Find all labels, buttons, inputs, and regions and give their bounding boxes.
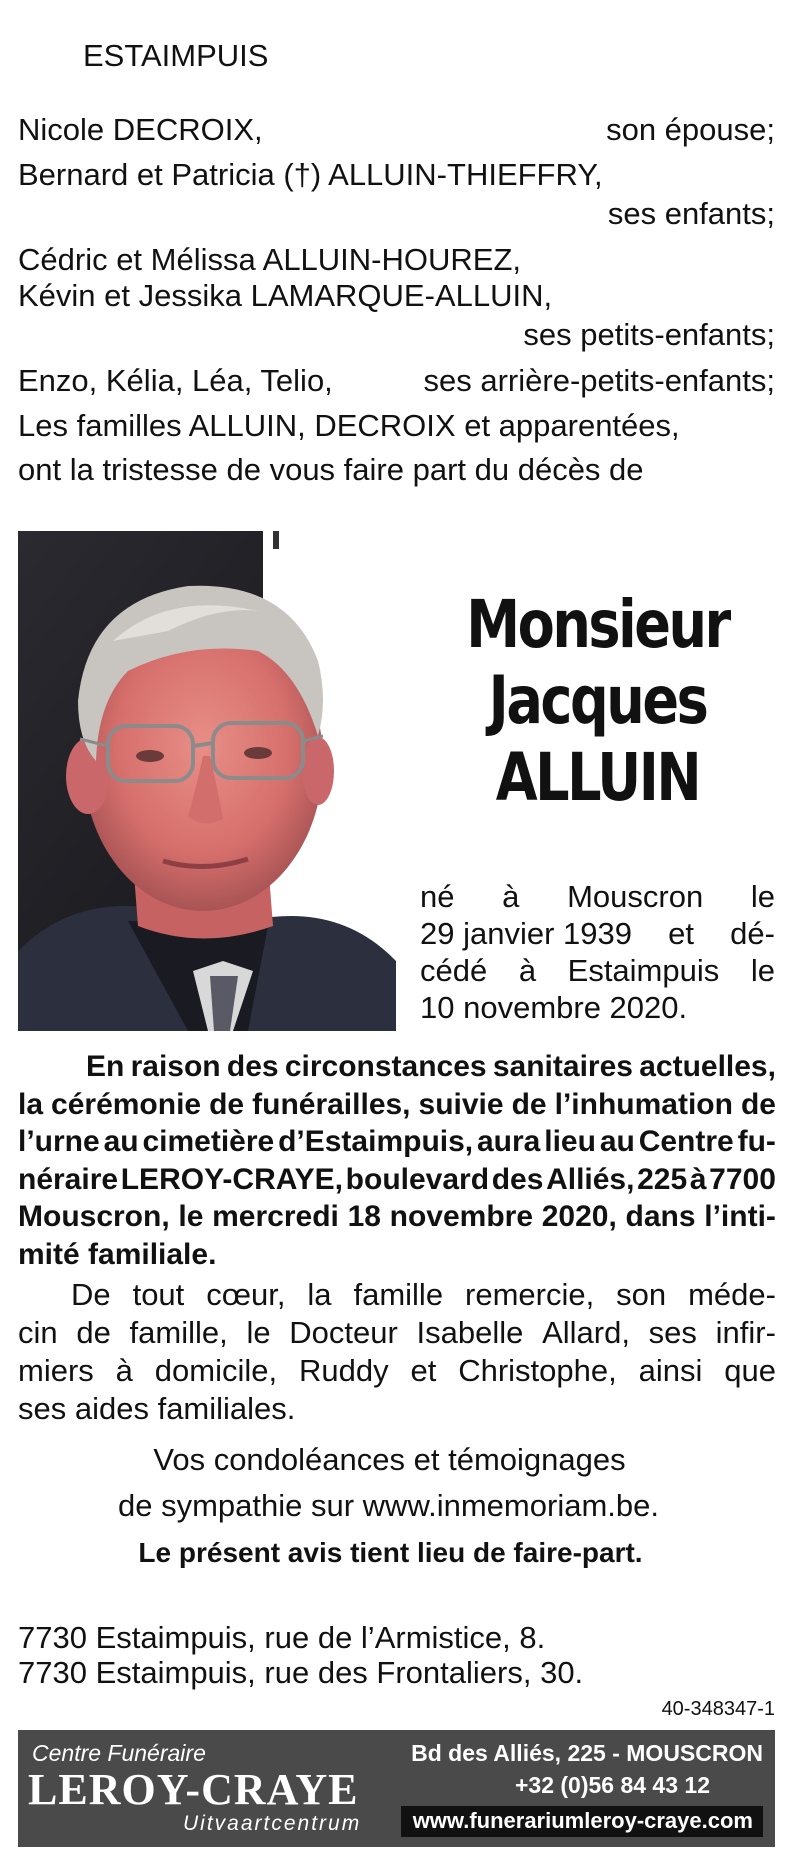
paragraph-word: novembre: [389, 1200, 534, 1233]
paragraph-word: aura: [477, 1125, 541, 1158]
deceased-last-name: ALLUIN: [495, 739, 700, 816]
paragraph-word: Alliés,: [546, 1162, 635, 1196]
great-grandchildren-role: ses arrière-petits-enfants;: [423, 363, 775, 398]
funeral-home-name: LEROY-CRAYE: [28, 1765, 359, 1814]
paragraph-word: famille: [353, 1277, 444, 1312]
bio-word: à: [502, 879, 520, 914]
paragraph-word: Mouscron,: [18, 1200, 170, 1233]
paragraph-word: d’Estaimpuis,: [278, 1125, 474, 1158]
paragraph-word: au: [599, 1125, 635, 1158]
paragraph-word: des: [491, 1162, 544, 1196]
paragraph-word: remercie,: [465, 1277, 595, 1312]
funeral-home-banner: [18, 1730, 775, 1847]
ceremony-line: [18, 1161, 776, 1199]
paragraph-word: domicile,: [154, 1353, 278, 1388]
paragraph-word: de: [740, 1087, 776, 1121]
paragraph-word: Isabelle: [416, 1315, 524, 1350]
bio-birth-date: 29 janvier 1939: [420, 916, 632, 951]
paragraph-word: sanitaires: [492, 1050, 633, 1083]
funeral-home-label: Centre Funéraire: [32, 1740, 206, 1766]
location-heading: ESTAIMPUIS: [83, 38, 269, 73]
bio-line: [420, 915, 775, 952]
thanks-paragraph: [18, 1276, 776, 1428]
grandchildren-line-1: Cédric et Mélissa ALLUIN-HOUREZ,: [18, 242, 522, 277]
paragraph-word: infir-: [715, 1315, 776, 1350]
paragraph-word: ainsi: [638, 1353, 703, 1388]
thanks-line: [18, 1276, 776, 1314]
paragraph-word: néraire: [18, 1162, 119, 1196]
paragraph-word: raison: [130, 1050, 221, 1083]
paragraph-word: suivie: [418, 1087, 504, 1121]
paragraph-word: De: [71, 1277, 111, 1312]
paragraph-word: tout: [132, 1277, 185, 1312]
funeral-home-website[interactable]: www.funerariumleroy-craye.com: [401, 1806, 763, 1837]
paragraph-word: fu-: [737, 1125, 776, 1158]
paragraph-word: à: [689, 1162, 707, 1196]
paragraph-word: l’urne: [18, 1125, 100, 1158]
paragraph-word: de: [76, 1315, 111, 1350]
paragraph-word: dans: [625, 1200, 696, 1233]
paragraph-word: au: [103, 1125, 139, 1158]
paragraph-word: mité familiale.: [18, 1237, 217, 1271]
bio-word: cédé: [420, 953, 488, 988]
paragraph-word: Christophe,: [458, 1353, 617, 1388]
deceased-title: Monsieur: [466, 586, 729, 663]
paragraph-word: 225: [637, 1162, 688, 1196]
paragraph-word: l’inhumation: [554, 1087, 733, 1121]
funeral-home-subtitle: Uitvaartcentrum: [183, 1812, 362, 1835]
paragraph-word: cœur,: [206, 1277, 286, 1312]
paragraph-word: funérailles,: [252, 1087, 411, 1121]
funeral-home-address: Bd des Alliés, 225 - MOUSCRON: [411, 1740, 763, 1766]
paragraph-word: circonstances: [284, 1050, 487, 1083]
ceremony-line: [18, 1123, 776, 1161]
paragraph-word: boulevard: [345, 1162, 490, 1196]
paragraph-word: mercredi: [212, 1200, 339, 1233]
paragraph-word: lieu: [544, 1125, 596, 1158]
address-line-1: 7730 Estaimpuis, rue de l’Armistice, 8.: [18, 1620, 546, 1655]
paragraph-word: de: [209, 1087, 245, 1121]
grandchildren-line-2: Kévin et Jessika LAMARQUE-ALLUIN,: [18, 278, 553, 313]
bio-word: né: [420, 879, 455, 914]
paragraph-word: méde-: [688, 1277, 776, 1312]
bio-word: le: [750, 879, 775, 914]
paragraph-word: Centre: [638, 1125, 734, 1158]
paragraph-word: Docteur: [289, 1315, 398, 1350]
paragraph-word: et: [410, 1353, 437, 1388]
faire-part-notice: Le présent avis tient lieu de faire-part.: [138, 1537, 643, 1568]
children-role: ses enfants;: [607, 196, 775, 231]
paragraph-word: miers: [18, 1353, 94, 1388]
thanks-line: [18, 1314, 776, 1352]
paragraph-word: que: [724, 1353, 776, 1388]
bio-line: [420, 952, 775, 989]
paragraph-word: le: [246, 1315, 271, 1350]
ceremony-line: [18, 1086, 776, 1124]
ceremony-line: [18, 1048, 776, 1086]
ceremony-line: [18, 1198, 776, 1236]
condolences-line-2: de sympathie sur www.inmemoriam.be.: [118, 1488, 659, 1523]
children-names: Bernard et Patricia (†) ALLUIN-THIEFFRY,: [18, 157, 603, 192]
great-grandchildren-names: Enzo, Kélia, Léa, Telio,: [18, 363, 333, 398]
paragraph-word: l’inti-: [704, 1200, 776, 1233]
paragraph-word: actuelles,: [639, 1050, 776, 1083]
paragraph-word: LEROY-CRAYE,: [120, 1162, 344, 1196]
bio-word: et: [668, 916, 695, 951]
announcement-line: ont la tristesse de vous faire part du décès de: [18, 452, 644, 487]
paragraph-word: Ruddy: [298, 1353, 389, 1388]
spouse-role: son épouse;: [606, 112, 775, 147]
paragraph-word: ses aides familiales.: [18, 1391, 296, 1426]
paragraph-word: à: [115, 1353, 133, 1388]
address-line-2: 7730 Estaimpuis, rue des Frontaliers, 30.: [18, 1655, 584, 1690]
paragraph-word: Allard,: [542, 1315, 630, 1350]
grandchildren-role: ses petits-enfants;: [523, 317, 775, 352]
portrait-photo: [18, 531, 396, 1031]
reference-number: 40-348347-1: [661, 1698, 775, 1720]
spouse-name: Nicole DECROIX,: [18, 112, 263, 147]
thanks-line: [18, 1352, 776, 1390]
bio-word: Estaimpuis: [567, 953, 720, 988]
paragraph-word: cérémonie: [51, 1087, 202, 1121]
paragraph-word: famille,: [129, 1315, 228, 1350]
bio-line: [420, 878, 775, 915]
bio-block: [420, 878, 775, 1026]
paragraph-word: 18: [347, 1200, 381, 1233]
ceremony-paragraph: [18, 1048, 776, 1273]
paragraph-word: cin: [18, 1315, 58, 1350]
paragraph-word: ses: [648, 1315, 697, 1350]
bio-word: dé-: [730, 916, 775, 951]
paragraph-word: la: [18, 1087, 44, 1121]
paragraph-word: de: [511, 1087, 547, 1121]
bio-word: le: [750, 953, 775, 988]
bio-line: [420, 989, 775, 1026]
condolences-line-1: Vos condoléances et témoignages: [153, 1442, 626, 1477]
paragraph-word: 7700: [709, 1162, 776, 1196]
deceased-first-name: Jacques: [488, 662, 707, 739]
paragraph-word: cimetière: [142, 1125, 275, 1158]
paragraph-word: 2020,: [541, 1200, 617, 1233]
families-line: Les familles ALLUIN, DECROIX et apparentées,: [18, 408, 680, 443]
paragraph-word: son: [616, 1277, 667, 1312]
paragraph-word: la: [307, 1277, 332, 1312]
thanks-line: [18, 1390, 776, 1428]
bio-word: à: [518, 953, 537, 988]
bio-death-date: 10 novembre 2020.: [420, 990, 688, 1025]
paragraph-word: le: [178, 1200, 204, 1233]
paragraph-word: des: [226, 1050, 279, 1083]
ceremony-line: [18, 1236, 776, 1274]
bio-word: Mouscron: [567, 879, 704, 914]
funeral-home-phone: +32 (0)56 84 43 12: [514, 1772, 710, 1798]
paragraph-word: En: [86, 1050, 125, 1083]
